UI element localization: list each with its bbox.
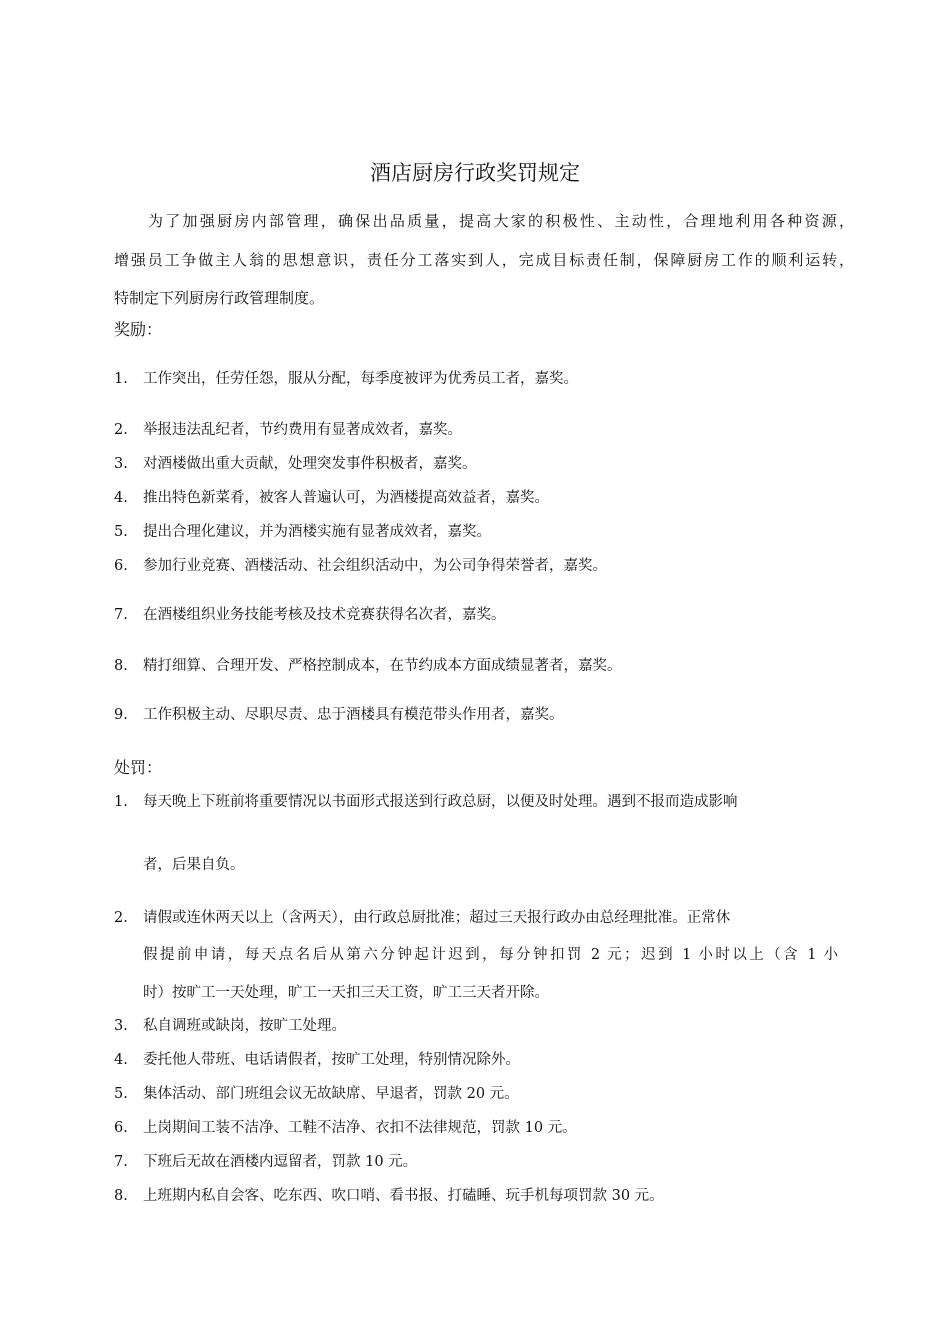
list-text: 工作突出，任劳任怨，服从分配，每季度被评为优秀员工者，嘉奖。 — [143, 371, 578, 387]
list-text: 举报违法乱纪者，节约费用有显著成效者，嘉奖。 — [143, 422, 462, 438]
list-number: 3. — [114, 456, 128, 472]
list-number: 1. — [114, 371, 128, 387]
list-text: 委托他人带班、电话请假者，按旷工处理，特别情况除外。 — [143, 1052, 520, 1068]
intro-paragraph-line-3: 特制定下列厨房行政管理制度。 — [114, 289, 325, 307]
list-text: 参加行业竞赛、酒楼活动、社会组织活动中，为公司争得荣誉者，嘉奖。 — [143, 558, 607, 574]
list-text: 对酒楼做出重大贡献，处理突发事件积极者，嘉奖。 — [143, 456, 477, 472]
list-number: 6. — [114, 1120, 128, 1136]
list-text: 精打细算、合理开发、严格控制成本，在节约成本方面成绩显著者，嘉奖。 — [143, 658, 622, 674]
list-number: 4. — [114, 490, 128, 506]
list-number: 6. — [114, 558, 128, 574]
list-number: 8. — [114, 658, 128, 674]
intro-paragraph-line-2: 增强员工争做主人翁的思想意识，责任分工落实到人，完成目标责任制，保障厨房工作的顺利运转， — [114, 251, 854, 269]
list-text: 每天晚上下班前将重要情况以书面形式报送到行政总厨，以便及时处理。遇到不报而造成影响 — [143, 794, 738, 810]
list-text: 下班后无故在酒楼内逗留者，罚款 10 元。 — [143, 1154, 418, 1170]
list-text: 提出合理化建议，并为酒楼实施有显著成效者，嘉奖。 — [143, 524, 491, 540]
page-title: 酒店厨房行政奖罚规定 — [370, 161, 580, 185]
list-text-continuation: 者，后果自负。 — [143, 857, 245, 873]
list-number: 2. — [114, 910, 128, 926]
list-number: 7. — [114, 1154, 128, 1170]
list-text-continuation: 时）按旷工一天处理，旷工一天扣三天工资，旷工三天者开除。 — [143, 985, 549, 1001]
intro-paragraph-line-1: 为了加强厨房内部管理，确保出品质量，提高大家的积极性、主动性，合理地利用各种资源， — [148, 212, 854, 230]
list-number: 5. — [114, 524, 128, 540]
list-number: 9. — [114, 707, 128, 723]
list-text: 推出特色新菜肴，被客人普遍认可，为酒楼提高效益者，嘉奖。 — [143, 490, 549, 506]
penalties-heading: 处罚： — [114, 758, 163, 777]
list-number: 2. — [114, 422, 128, 438]
list-number: 3. — [114, 1018, 128, 1034]
list-text-continuation: 假提前申请，每天点名后从第六分钟起计迟到，每分钟扣罚 2 元；迟到 1 小时以上（含 1 小 — [143, 947, 838, 963]
list-number: 1. — [114, 794, 128, 810]
list-number: 7. — [114, 607, 128, 623]
list-number: 8. — [114, 1188, 128, 1204]
list-number: 4. — [114, 1052, 128, 1068]
list-text: 请假或连休两天以上（含两天），由行政总厨批准；超过三天报行政办由总经理批准。正常休 — [143, 910, 731, 926]
rewards-heading: 奖励： — [114, 320, 163, 339]
list-number: 5. — [114, 1086, 128, 1102]
list-text: 私自调班或缺岗，按旷工处理。 — [143, 1018, 346, 1034]
list-text: 集体活动、部门班组会议无故缺席、早退者，罚款 20 元。 — [143, 1086, 519, 1102]
list-text: 在酒楼组织业务技能考核及技术竞赛获得名次者，嘉奖。 — [143, 607, 506, 623]
list-text: 工作积极主动、尽职尽责、忠于酒楼具有模范带头作用者，嘉奖。 — [143, 707, 564, 723]
list-text: 上岗期间工装不洁净、工鞋不洁净、衣扣不法律规范，罚款 10 元。 — [143, 1120, 577, 1136]
list-text: 上班期内私自会客、吃东西、吹口哨、看书报、打磕睡、玩手机每项罚款 30 元。 — [143, 1188, 664, 1204]
